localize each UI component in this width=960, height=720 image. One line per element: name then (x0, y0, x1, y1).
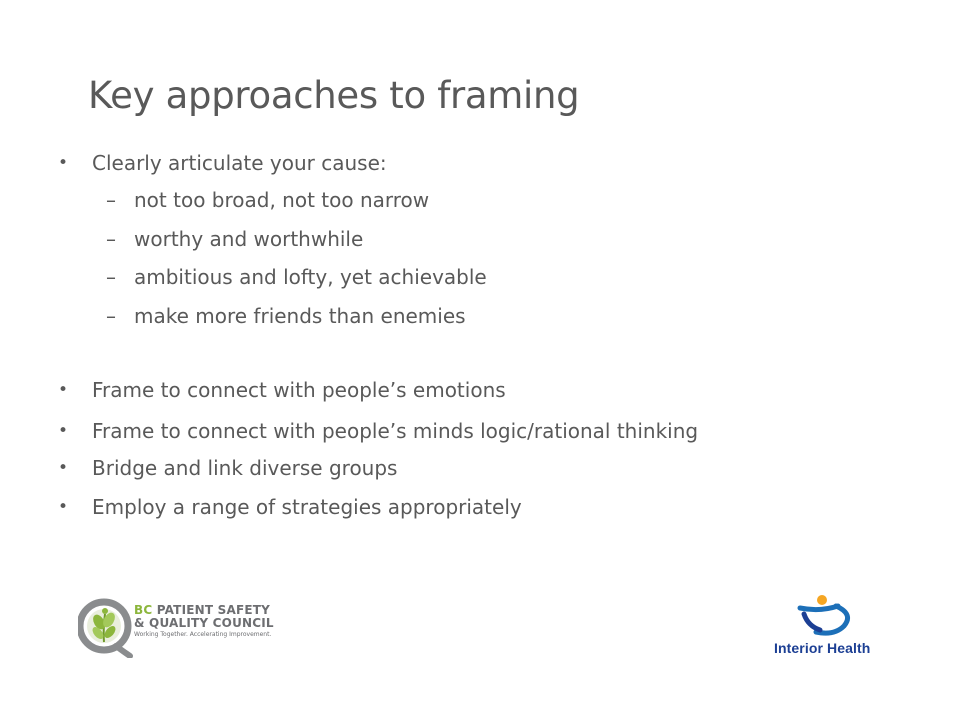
sub-bullet-text: ambitious and lofty, yet achievable (134, 265, 487, 289)
sub-bullet-mark: – (106, 265, 116, 289)
bullet-text: Frame to connect with people’s emotions (92, 378, 506, 402)
bullet-text: Bridge and link diverse groups (92, 456, 398, 480)
bullet-text: Clearly articulate your cause: (92, 151, 387, 175)
sub-bullet-text: make more friends than enemies (134, 304, 466, 328)
bullet-item (58, 378, 506, 402)
sub-bullet-item (106, 227, 364, 251)
sub-bullet-item (106, 265, 487, 289)
bcpsqc-tagline: Working Together. Accelerating Improvement. (134, 631, 272, 638)
bullet-mark: • (58, 421, 69, 441)
bcpsqc-logo (78, 596, 278, 658)
bcpsqc-bc: BC (134, 603, 153, 617)
interior-health-wordmark: Interior Health (774, 640, 871, 656)
bcpsqc-line2: & QUALITY COUNCIL (134, 616, 274, 630)
sub-bullet-mark: – (106, 227, 116, 251)
sub-bullet-mark: – (106, 304, 116, 328)
sub-bullet-item (106, 188, 430, 212)
interior-health-logo (770, 592, 884, 658)
bullet-item (58, 419, 699, 443)
bcpsqc-line1: PATIENT SAFETY (152, 603, 271, 617)
slide-title: Key approaches to framing (88, 74, 580, 117)
person-swoosh-icon (794, 592, 864, 638)
bullet-mark: • (58, 458, 69, 478)
bullet-mark: • (58, 380, 69, 400)
sub-bullet-mark: – (106, 188, 116, 212)
sub-bullet-text: worthy and worthwhile (134, 227, 364, 251)
sub-bullet-text: not too broad, not too narrow (134, 188, 430, 212)
bullet-mark: • (58, 497, 69, 517)
bullet-mark: • (58, 153, 69, 173)
bullet-item (58, 456, 398, 480)
bullet-text: Employ a range of strategies appropriately (92, 495, 522, 519)
sub-bullet-item (106, 304, 466, 328)
bullet-text: Frame to connect with people’s minds logic/rational thinking (92, 419, 699, 443)
leaf-q-icon (78, 596, 134, 658)
bullet-item (58, 495, 522, 519)
bcpsqc-wordmark (134, 604, 274, 639)
bullet-item (58, 151, 387, 175)
